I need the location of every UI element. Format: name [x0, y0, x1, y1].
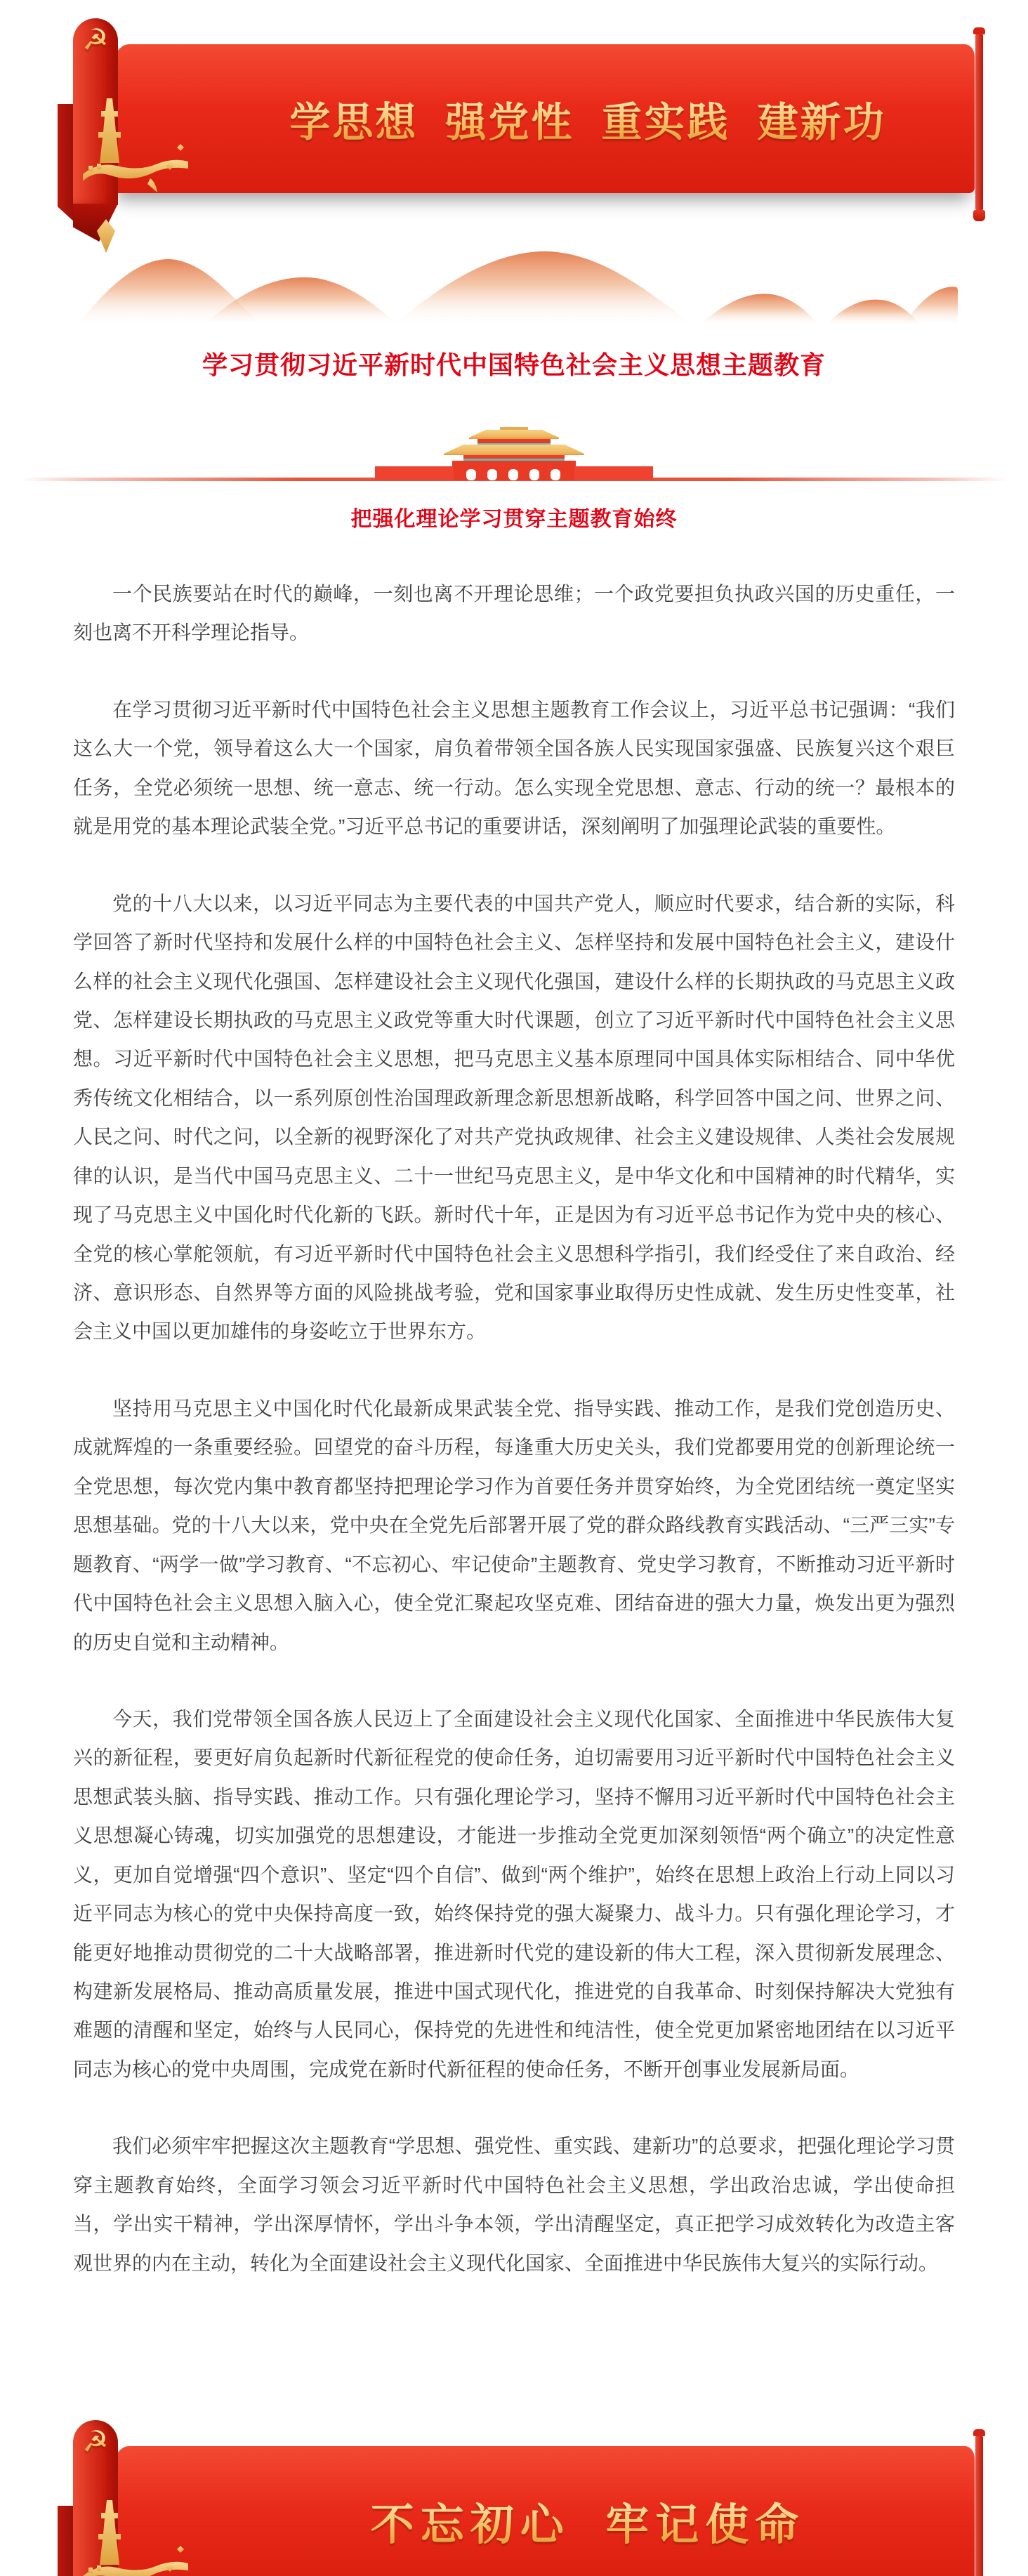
- pole-cap: [973, 27, 985, 34]
- paragraph: 党的十八大以来，以习近平同志为主要代表的中国共产党人，顺应时代要求，结合新的实际，科学回答了新时代坚持和发展什么样的中国特色社会主义、怎样坚持和发展中国特色社会主义，建设什么样的社会主义现代化强国、怎样建设社会主义现代化强国，建设什么样的长期执政的马克思主义政党、怎样建设长期执政的马克思主义政党等重大时代课题，创立了习近平新时代中国特色社会主义思想。习近平新时代中国特色社会主义思想，把马克思主义基本原理同中国具体实际相结合、同中华优秀传统文化相结合，以一系列原创性治国理政新理念新思想新战略，科学回答中国之问、世界之问、人民之问、时代之问，以全新的视野深化了对共产党执政规律、社会主义建设规律、人类社会发展规律的认识，是当代中国马克思主义、二十一世纪马克思主义，是中华文化和中国精神的时代精华，实现了马克思主义中国化时代化新的飞跃。新时代十年，正是因为有习近平总书记作为党中央的核心、全党的核心掌舵领航，有习近平新时代中国特色社会主义思想科学指引，我们经受住了来自政治、经济、意识形态、自然界等方面的风险挑战考验，党和国家事业取得历史性成就、发生历史性变革，社会主义中国以更加雄伟的身姿屹立于世界东方。: [73, 892, 955, 1343]
- gate-tower-silhouette-icon: [83, 2497, 190, 2576]
- page-title: 学习贯彻习近平新时代中国特色社会主义思想主题教育: [202, 350, 826, 379]
- paragraph: 在学习贯彻习近平新时代中国特色社会主义思想主题教育工作会议上，习近平总书记强调：“我们这么大一个党，领导着这么大一个国家，肩负着带领全国各族人民实现国家强盛、民族复兴这个艰巨任务，全党必须统一思想、统一意志、统一行动。怎么实现全党思想、意志、行动的统一？最根本的就是用党的基本理论武装全党。”习近平总书记的重要讲话，深刻阐明了加强理论武装的重要性。: [73, 698, 955, 838]
- pole-tip: [973, 210, 985, 221]
- paragraph: 坚持用马克思主义中国化时代化最新成果武装全党、指导实践、推动工作，是我们党创造历史、成就辉煌的一条重要经验。回望党的奋斗历程，每逢重大历史关头，我们党都要用党的创新理论统一全党思想，每次党内集中教育都坚持把理论学习作为首要任务并贯穿始终，为全党团结统一奠定坚实思想基础。党的十八大以来，党中央在全党先后部署开展了党的群众路线教育实践活动、“三严三实”专题教育、“两学一做”学习教育、“不忘初心、牢记使命”主题教育、党史学习教育，不断推动习近平新时代中国特色社会主义思想入脑入心，使全党汇聚起攻坚克难、团结奋进的强大力量，焕发出更为强烈的历史自觉和主动精神。: [73, 1397, 955, 1653]
- bottom-banner-slogan: 不忘初心 牢记使命: [371, 2490, 805, 2552]
- bottom-banner-cloth: [111, 2446, 975, 2576]
- tiananmen-gate-icon: [374, 427, 654, 480]
- banner-pole: [975, 34, 983, 211]
- banner-pole: [975, 2436, 983, 2576]
- mountains-illustration: [70, 247, 958, 326]
- section-subtitle: 把强化理论学习贯穿主题教育始终: [350, 508, 678, 531]
- top-banner-cloth: [111, 44, 975, 193]
- article-body: [73, 574, 955, 2282]
- gate-tower-silhouette-icon: [83, 96, 190, 192]
- top-banner: [56, 13, 990, 255]
- top-banner-slogan: 学思想 强党性 重实践 建新功: [289, 89, 885, 148]
- paragraph: 一个民族要站在时代的巅峰，一刻也离不开理论思维；一个政党要担负执政兴国的历史重任，一刻也离不开科学理论指导。: [73, 583, 955, 644]
- gate-divider: [0, 423, 1028, 483]
- pole-cap: [973, 2429, 985, 2436]
- paragraph: 我们必须牢牢把握这次主题教育“学思想、强党性、重实践、建新功”的总要求，把强化理论学习贯穿主题教育始终，全面学习领会习近平新时代中国特色社会主义思想，学出政治忠诚，学出使命担当，学出实干精神，学出深厚情怀，学出斗争本领，学出清醒坚定，真正把学习成效转化为改造主客观世界的内在主动，转化为全面建设社会主义现代化国家、全面推进中华民族伟大复兴的实际行动。: [73, 2135, 955, 2274]
- party-emblem-icon: ☭: [73, 2427, 118, 2457]
- paragraph: 今天，我们党带领全国各族人民迈上了全面建设社会主义现代化国家、全面推进中华民族伟大复兴的新征程，要更好肩负起新时代新征程党的使命任务，迫切需要用习近平新时代中国特色社会主义思想武装头脑、指导实践、推动工作。只有强化理论学习，坚持不懈用习近平新时代中国特色社会主义思想凝心铸魂，切实加强党的思想建设，才能进一步推动全党更加深刻领悟“两个确立”的决定性意义，更加自觉增强“四个意识”、坚定“四个自信”、做到“两个维护”，始终在思想上政治上行动上同以习近平同志为核心的党中央保持高度一致，始终保持党的强大凝聚力、战斗力。只有强化理论学习，才能更好地推动贯彻党的二十大战略部署，推进新时代党的建设新的伟大工程，深入贯彻新发展理念、构建新发展格局、推动高质量发展，推进中国式现代化，推进党的自我革命、时刻保持解决大党独有难题的清醒和坚定，始终与人民同心，保持党的先进性和纯洁性，使全党更加紧密地团结在以习近平同志为核心的党中央周围，完成党在新时代新征程的使命任务，不断开创事业发展新局面。: [73, 1707, 955, 2080]
- party-emblem-icon: ☭: [73, 25, 118, 55]
- bottom-banner: [56, 2414, 990, 2576]
